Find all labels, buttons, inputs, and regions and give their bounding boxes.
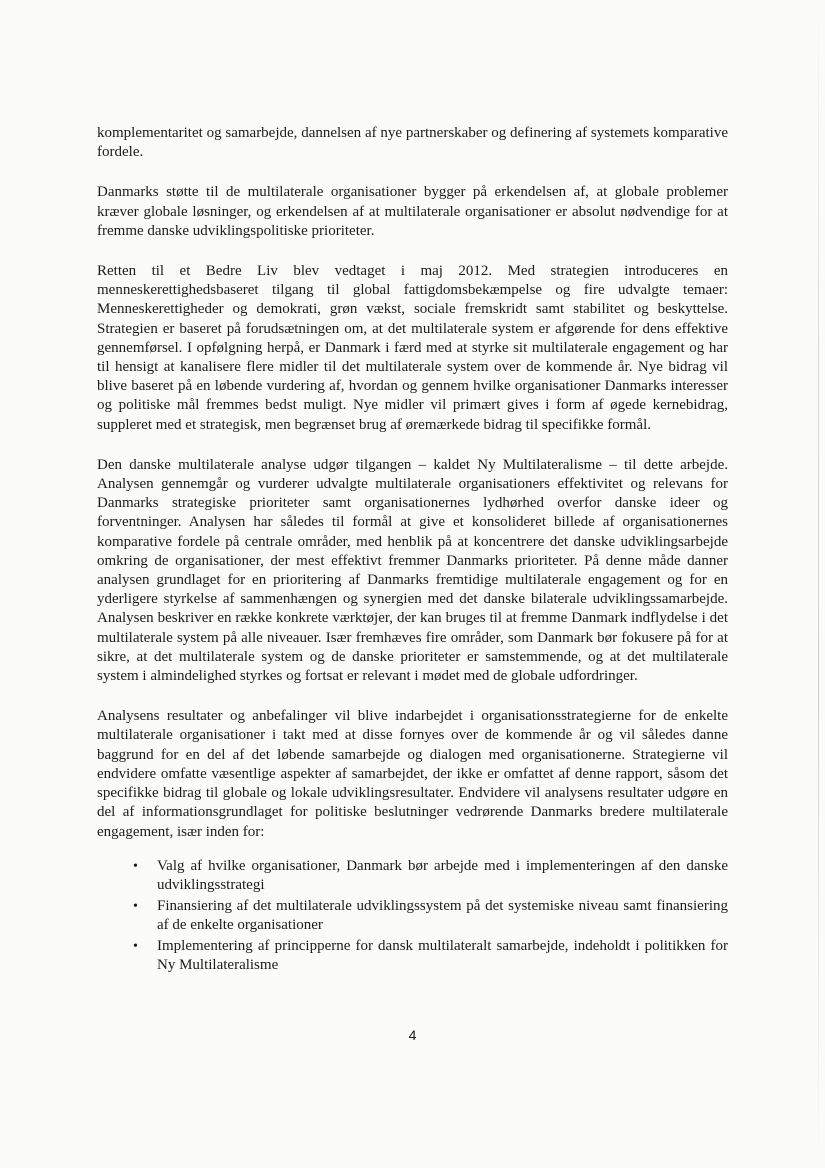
paragraph-analysis-results: Analysens resultater og anbefalinger vil blive indarbejdet i organisationsstrategierne for de enkelte multilaterale organisationer i takt med at disse fornyes over de kommende år og vil således danne baggrund for en del af det løbende samarbejde og dialogen med organisationerne. Strategierne vil endvidere omfatte væsentlige aspekter af samarbejdet, der ikke er omfattet af denne rapport, såsom det specifikke bidrag til globale og lokale udviklingsresultater. Endvidere vil analysens resultater udgøre en del af informationsgrundlaget for politiske beslutninger vedrørende Danmarks bredere multilaterale engagement, især inden for: — [97, 708, 728, 840]
scan-edge-line — [818, 0, 819, 1168]
bullet-icon: • — [133, 938, 138, 954]
page-number: 4 — [408, 1027, 417, 1043]
list-item — [97, 897, 728, 935]
list-item — [97, 937, 728, 975]
bullet-list — [97, 857, 728, 975]
paragraph-multilateral-analysis: Den danske multilaterale analyse udgør tilgangen – kaldet Ny Multilateralisme – til dette arbejde. Analysen gennemgår og vurderer udvalgte multilaterale organisationers effektivitet og relevans for Danmarks strategiske prioriteter samt organisationernes lydhørhed overfor danske ideer og forventninger. Analysen har således til formål at give et konsolideret billede af organisationernes komparative fordele på centrale områder, med henblik på at koncentrere det danske udviklingsarbejde omkring de organisationer, der mest effektivt fremmer Danmarks prioriteter. På denne måde danner analysen grundlaget for en prioritering af Danmarks fremtidige multilaterale engagement og for en yderligere styrkelse af sammenhængen og synergien med det danske bilaterale udviklingssamarbejde. Analysen beskriver en række konkrete værktøjer, der kan bruges til at fremme Danmark indflydelse i det multilaterale system på alle niveauer. Især fremhæves fire områder, som Danmark bør fokusere på for at sikre, at det multilaterale system og de danske prioriteter er samstemmende, og at det multilaterale system i almindelighed styrkes og fortsat er relevant i mødet med de globale udfordringer. — [97, 456, 728, 685]
bullet-icon: • — [133, 898, 138, 914]
paragraph-right-to-better-life: Retten til et Bedre Liv blev vedtaget i maj 2012. Med strategien introduceres en menneskerettighedsbaseret tilgang til global fattigdomsbekæmpelse og fire udvalgte temaer: Menneskerettigheder og demokrati, grøn vækst, sociale fremskridt samt stabilitet og beskyttelse. Strategien er baseret på forudsætningen om, at det multilaterale system er afgørende for dens effektive gennemførsel. I opfølgning herpå, er Danmark i færd med at styrke sit multilaterale engagement og har til hensigt at kanalisere flere midler til det multilaterale system over de kommende år. Nye bidrag vil blive baseret på en løbende vurdering af, hvordan og gennem hvilke organisationer Danmarks interesser og politiske mål fremmes bedst muligt. Nye midler vil primært gives i form af øgede kernebidrag, suppleret med et strategisk, men begrænset brug af øremærkede bidrag til specifikke formål. — [97, 263, 728, 433]
paragraph-danish-support: Danmarks støtte til de multilaterale organisationer bygger på erkendelsen af, at globale problemer kræver globale løsninger, og erkendelsen af at multilaterale organisationer er absolut nødvendige for at fremme danske udviklingspolitiske prioriteter. — [97, 184, 728, 239]
list-item-text: Implementering af principperne for dansk multilateralt samarbejde, indeholdt i politikken for Ny Multilateralisme — [157, 937, 728, 973]
paragraph-intro-continuation: komplementaritet og samarbejde, dannelsen af nye partnerskaber og definering af systemets komparative fordele. — [97, 125, 728, 161]
document-body — [97, 124, 728, 977]
list-item — [97, 857, 728, 895]
bullet-icon: • — [133, 858, 138, 874]
list-item-text: Finansiering af det multilaterale udviklingssystem på det systemiske niveau samt finansiering af de enkelte organisationer — [157, 897, 728, 933]
list-item-text: Valg af hvilke organisationer, Danmark bør arbejde med i implementeringen af den danske udviklingsstrategi — [157, 857, 728, 893]
